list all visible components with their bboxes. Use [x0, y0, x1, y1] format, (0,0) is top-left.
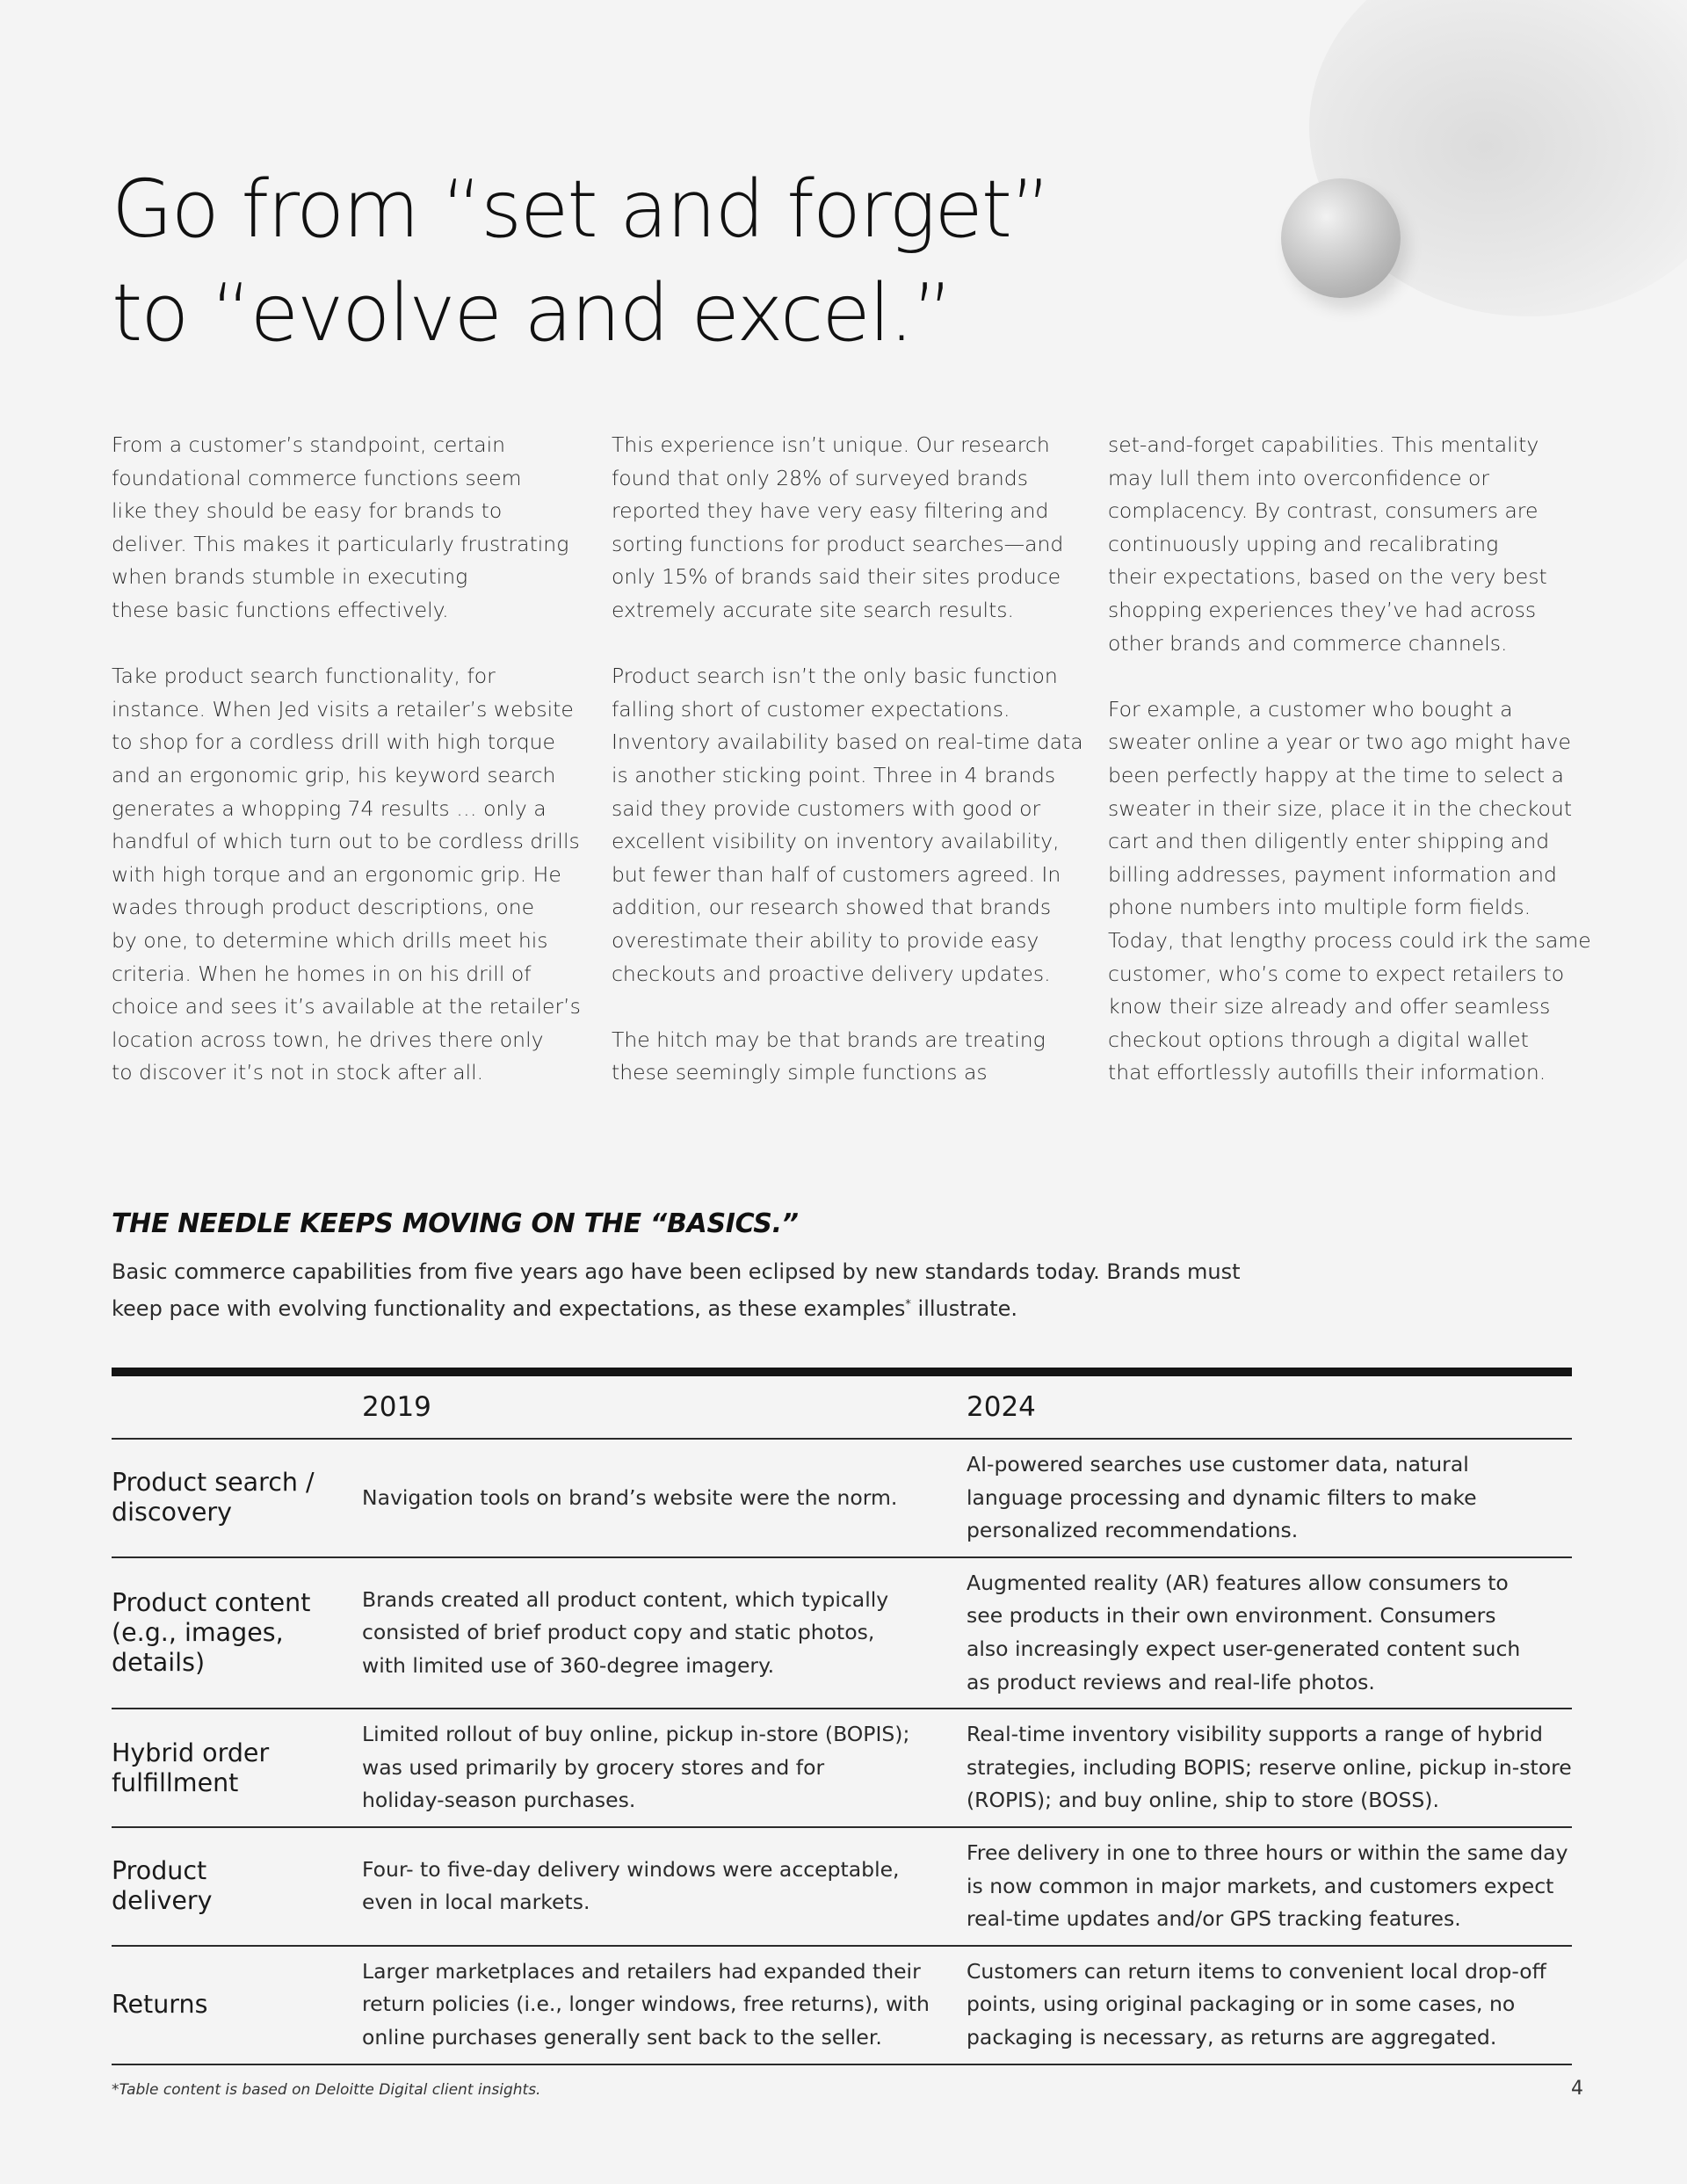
- intro-text: keep pace with evolving functionality and expectations, as these examples: [112, 1296, 906, 1321]
- text-line: personalized recommendations.: [967, 1518, 1299, 1543]
- text-line: with limited use of 360-degree imagery.: [362, 1652, 775, 1678]
- cell-2024: [967, 1439, 1572, 1557]
- cell-2019: [362, 1827, 967, 1946]
- row-label: [112, 1827, 362, 1946]
- cell-2024: [967, 1827, 1572, 1946]
- text-line: points, using original packaging or in some cases, no: [967, 1992, 1516, 2017]
- text-line: Brands created all product content, which typically: [362, 1586, 889, 1612]
- cell-2024: [967, 1709, 1572, 1827]
- page-number: 4: [1571, 2078, 1583, 2100]
- text-line: sweater in their size, place it in the checkout: [1108, 795, 1573, 821]
- text-line: but fewer than half of customers agreed. In: [612, 861, 1061, 887]
- paragraph: [1108, 693, 1600, 1090]
- table-header-row: [112, 1376, 1572, 1439]
- text-line: discovery: [112, 1498, 232, 1527]
- text-line: Free delivery in one to three hours or within the same day: [967, 1839, 1568, 1865]
- text-line: set-and-forget capabilities. This mentality: [1108, 432, 1539, 457]
- text-line: Hybrid order: [112, 1738, 270, 1767]
- text-line: even in local markets.: [362, 1890, 590, 1915]
- text-line: continuously upping and recalibrating: [1108, 531, 1499, 556]
- table-row: [112, 1439, 1572, 1557]
- text-line: when brands stumble in executing: [112, 564, 468, 590]
- page-title-line: Go from “set and forget”: [112, 163, 1050, 256]
- table-row: [112, 1827, 1572, 1946]
- text-line: know their size already and offer seamless: [1108, 994, 1551, 1019]
- cell-2024: [967, 1946, 1572, 2064]
- text-line: From a customer’s standpoint, certain: [112, 432, 506, 457]
- text-line: been perfectly happy at the time to select a: [1108, 762, 1564, 787]
- row-label: [112, 1709, 362, 1827]
- text-line: see products in their own environment. Consumers: [967, 1603, 1496, 1629]
- text-line: sweater online a year or two ago might have: [1108, 729, 1571, 755]
- text-line: criteria. When he homes in on his drill of: [112, 961, 532, 986]
- text-line: to shop for a cordless drill with high torque: [112, 729, 555, 755]
- text-line: billing addresses, payment information and: [1108, 861, 1557, 887]
- text-line: holiday-season purchases.: [362, 1788, 636, 1813]
- text-line: strategies, including BOPIS; reserve online, pickup in-store: [967, 1754, 1572, 1780]
- column-header-category: [112, 1376, 362, 1439]
- text-line: may lull them into overconfidence or: [1108, 465, 1490, 490]
- text-line: For example, a customer who bought a: [1108, 696, 1513, 722]
- text-line: overestimate their ability to provide easy: [612, 927, 1039, 953]
- text-line: language processing and dynamic filters to make: [967, 1484, 1477, 1510]
- paragraph: [612, 1024, 1086, 1090]
- text-line: wades through product descriptions, one: [112, 895, 535, 920]
- text-line: by one, to determine which drills meet his: [112, 927, 548, 953]
- cell-2019: [362, 1709, 967, 1827]
- text-line: addition, our research showed that brands: [612, 895, 1052, 920]
- text-line: AI-powered searches use customer data, natural: [967, 1452, 1469, 1477]
- text-line: return policies (i.e., longer windows, free returns), with: [362, 1992, 930, 2017]
- cell-2019: [362, 1557, 967, 1709]
- text-line: Take product search functionality, for: [112, 664, 496, 689]
- page-title: [112, 158, 1254, 366]
- cell-2019: [362, 1439, 967, 1557]
- text-line: cart and then diligently enter shipping and: [1108, 829, 1550, 854]
- text-line: customer, who’s come to expect retailers to: [1108, 961, 1565, 986]
- text-line: falling short of customer expectations.: [612, 696, 1010, 722]
- text-line: (e.g., images,: [112, 1617, 284, 1647]
- text-line: also increasingly expect user-generated content such: [967, 1636, 1521, 1661]
- text-line: these seemingly simple functions as: [612, 1060, 988, 1085]
- text-line: consisted of brief product copy and static photos,: [362, 1620, 875, 1645]
- text-line: Product search /: [112, 1468, 315, 1498]
- body-column-1: [112, 429, 581, 1090]
- text-line: Real-time inventory visibility supports a range of hybrid: [967, 1722, 1543, 1747]
- intro-text: illustrate.: [910, 1296, 1018, 1321]
- text-line: instance. When Jed visits a retailer’s website: [112, 696, 574, 722]
- text-line: Limited rollout of buy online, pickup in-store (BOPIS);: [362, 1722, 910, 1747]
- text-line: (ROPIS); and buy online, ship to store (BOSS).: [967, 1788, 1439, 1813]
- text-line: shopping experiences they’ve had across: [1108, 597, 1537, 622]
- text-line: to discover it’s not in stock after all.: [112, 1060, 484, 1085]
- footnote: *Table content is based on Deloitte Digital client insights.: [112, 2081, 541, 2099]
- text-line: Four- to five-day delivery windows were acceptable,: [362, 1856, 900, 1882]
- section-intro: [112, 1255, 1254, 1325]
- comparison-table: [112, 1376, 1572, 2065]
- paragraph: [612, 429, 1086, 628]
- row-label: [112, 1439, 362, 1557]
- text-line: Today, that lengthy process could irk the same: [1108, 927, 1591, 953]
- section-heading: THE NEEDLE KEEPS MOVING ON THE “BASICS.”: [112, 1208, 799, 1239]
- text-line: like they should be easy for brands to: [112, 498, 503, 524]
- text-line: online purchases generally sent back to the seller.: [362, 2024, 882, 2050]
- text-line: foundational commerce functions seem: [112, 465, 522, 490]
- text-line: delivery: [112, 1886, 213, 1916]
- text-line: real-time updates and/or GPS tracking features.: [967, 1906, 1461, 1932]
- table-row: [112, 1709, 1572, 1827]
- text-line: is now common in major markets, and customers expect: [967, 1873, 1554, 1898]
- text-line: found that only 28% of surveyed brands: [612, 465, 1028, 490]
- text-line: deliver. This makes it particularly frustrating: [112, 531, 569, 556]
- text-line: that effortlessly autofills their information.: [1108, 1060, 1546, 1085]
- text-line: Product search isn’t the only basic function: [612, 664, 1058, 689]
- text-line: Basic commerce capabilities from five years ago have been eclipsed by new standards today. Brands must: [112, 1259, 1241, 1284]
- text-line: with high torque and an ergonomic grip. He: [112, 861, 561, 887]
- text-line: The hitch may be that brands are treating: [612, 1027, 1046, 1052]
- cell-2019: [362, 1946, 967, 2064]
- text-line: these basic functions effectively.: [112, 597, 449, 622]
- table-row: [112, 1557, 1572, 1709]
- paragraph: [112, 660, 581, 1090]
- table-row: [112, 1946, 1572, 2064]
- text-line: their expectations, based on the very best: [1108, 564, 1547, 590]
- text-line: was used primarily by grocery stores and for: [362, 1754, 825, 1780]
- paragraph: [1108, 429, 1600, 660]
- text-line: phone numbers into multiple form fields.: [1108, 895, 1531, 920]
- text-line: said they provide customers with good or: [612, 795, 1041, 821]
- text-line: [112, 1288, 1254, 1325]
- comparison-table-container: [112, 1368, 1572, 2065]
- text-line: choice and sees it’s available at the retailer’s: [112, 994, 581, 1019]
- text-line: Augmented reality (AR) features allow consumers to: [967, 1570, 1509, 1595]
- body-column-2: [612, 429, 1086, 1090]
- text-line: extremely accurate site search results.: [612, 597, 1015, 622]
- paragraph: [112, 429, 577, 628]
- text-line: complacency. By contrast, consumers are: [1108, 498, 1539, 524]
- text-line: sorting functions for product searches—and: [612, 531, 1064, 556]
- text-line: This experience isn’t unique. Our research: [612, 432, 1050, 457]
- text-line: Returns: [112, 1990, 208, 2020]
- text-line: packaging is necessary, as returns are aggregated.: [967, 2024, 1497, 2050]
- cell-2024: [967, 1557, 1572, 1709]
- text-line: other brands and commerce channels.: [1108, 630, 1508, 656]
- column-header-2024: 2024: [967, 1376, 1572, 1439]
- paragraph: [612, 660, 1086, 990]
- text-line: Product: [112, 1856, 207, 1886]
- text-line: Product content: [112, 1587, 311, 1617]
- text-line: fulfillment: [112, 1767, 239, 1797]
- text-line: checkouts and proactive delivery updates.: [612, 961, 1051, 986]
- text-line: as product reviews and real-life photos.: [967, 1669, 1375, 1694]
- text-line: reported they have very easy filtering and: [612, 498, 1049, 524]
- text-line: only 15% of brands said their sites produce: [612, 564, 1061, 590]
- footnote-marker: *: [905, 1298, 911, 1311]
- text-line: handful of which turn out to be cordless drills: [112, 829, 580, 854]
- text-line: Customers can return items to convenient local drop-off: [967, 1958, 1546, 1984]
- text-line: excellent visibility on inventory availability,: [612, 829, 1060, 854]
- text-line: Navigation tools on brand’s website were the norm.: [362, 1484, 898, 1510]
- text-line: location across town, he drives there only: [112, 1027, 544, 1052]
- body-column-3: [1108, 429, 1600, 1090]
- row-label: [112, 1946, 362, 2064]
- page-title-line: to “evolve and excel.”: [112, 267, 952, 359]
- text-line: is another sticking point. Three in 4 brands: [612, 762, 1056, 787]
- text-line: Inventory availability based on real-time data: [612, 729, 1083, 755]
- column-header-2019: 2019: [362, 1376, 967, 1439]
- text-line: generates a whopping 74 results … only a: [112, 795, 547, 821]
- text-line: and an ergonomic grip, his keyword search: [112, 762, 556, 787]
- text-line: Larger marketplaces and retailers had expanded their: [362, 1958, 921, 1984]
- decorative-sphere: [1281, 178, 1401, 298]
- text-line: checkout options through a digital wallet: [1108, 1027, 1529, 1052]
- row-label: [112, 1557, 362, 1709]
- text-line: details): [112, 1647, 206, 1677]
